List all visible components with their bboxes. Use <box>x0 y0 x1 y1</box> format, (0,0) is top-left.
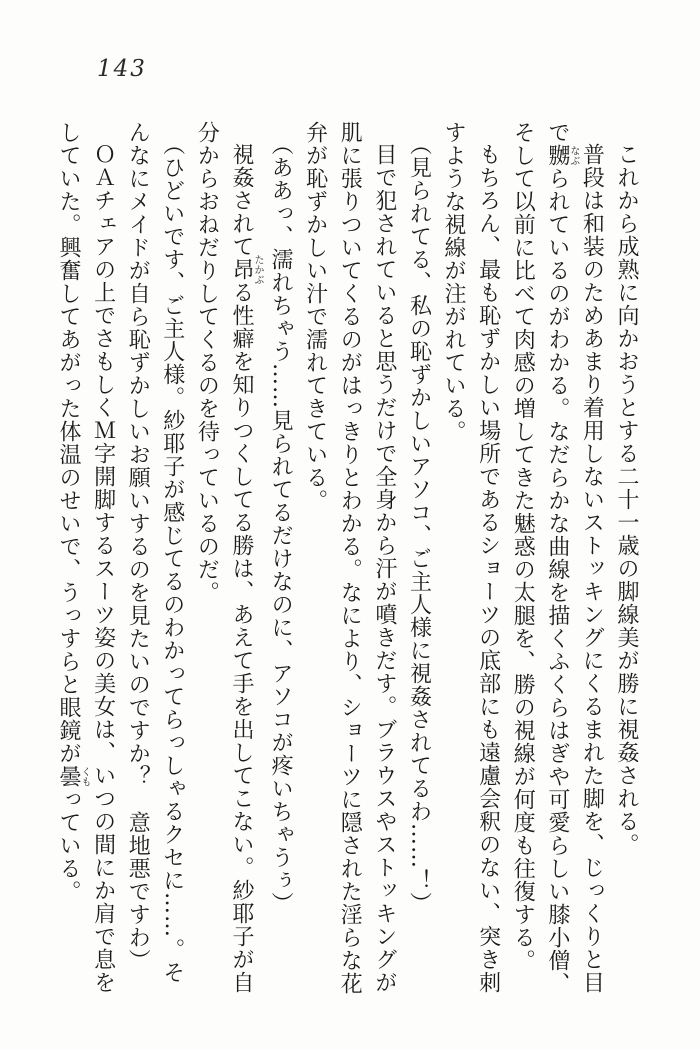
paragraph: 視姦されて昂たかぶる性癖を知りつくしてる勝は、あえて手を出してこない。紗耶子が自分からおねだりしてくるのを待っているのだ。 <box>194 121 263 994</box>
furigana-ruby: 嬲なぶ <box>544 144 579 167</box>
text-body <box>50 121 643 999</box>
paragraph: （見られてる、私の恥ずかしいアソコ、ご主人様に視姦されてるわ……！） <box>406 133 432 916</box>
furigana-ruby: 曇くも <box>56 765 90 788</box>
paragraph: もちろん、最も恥ずかしい場所であるショーツの底部にも遠慮会釈のない、突き刺すような視線が注がれている。 <box>441 121 501 994</box>
paragraph: （ああっ、濡れちゃう……見られてるだけなのに、アソコが疼いちゃうぅ） <box>268 133 294 916</box>
paragraph: 普段は和装のためあまり着用しないストッキングにくるまれた脚を、じっくりと目で嬲なぶられているのがわかる。なだらかな曲線を描くふくらはぎや可愛らしい膝小僧、そして以前に比べて肉感の増してきた魅惑の太腿を、勝の視線が何度も往復する。 <box>510 121 605 995</box>
paragraph: （ひどいです、ご主人様。紗耶子が感じてるのわかってらっしゃるクセに……。そんなにメイドが自ら恥ずかしいお願いするのを見たいのですか？ 意地悪ですわ） <box>125 121 185 985</box>
furigana-ruby: 昂たかぶ <box>228 254 263 285</box>
paragraph: これから成熟に向かおうとする二十一歳の脚線美が勝に視姦される。 <box>614 143 639 856</box>
paragraph: 目で犯されていると思うだけで全身から汗が噴きだす。ブラウスやストッキングが肌に張りついてくるのがはっきりとわかる。なにより、ショーツに隠された淫らな花弁が恥ずかしい汁で濡れてきている。 <box>302 121 397 995</box>
paragraph: ＯＡチェアの上でさもしくＭ字開脚するスーツ姿の美女は、いつの間にか肩で息をしていた。興奮してあがった体温のせいで、うっすらと眼鏡が曇くもっている。 <box>56 121 116 994</box>
page-number: 143 <box>97 56 147 82</box>
